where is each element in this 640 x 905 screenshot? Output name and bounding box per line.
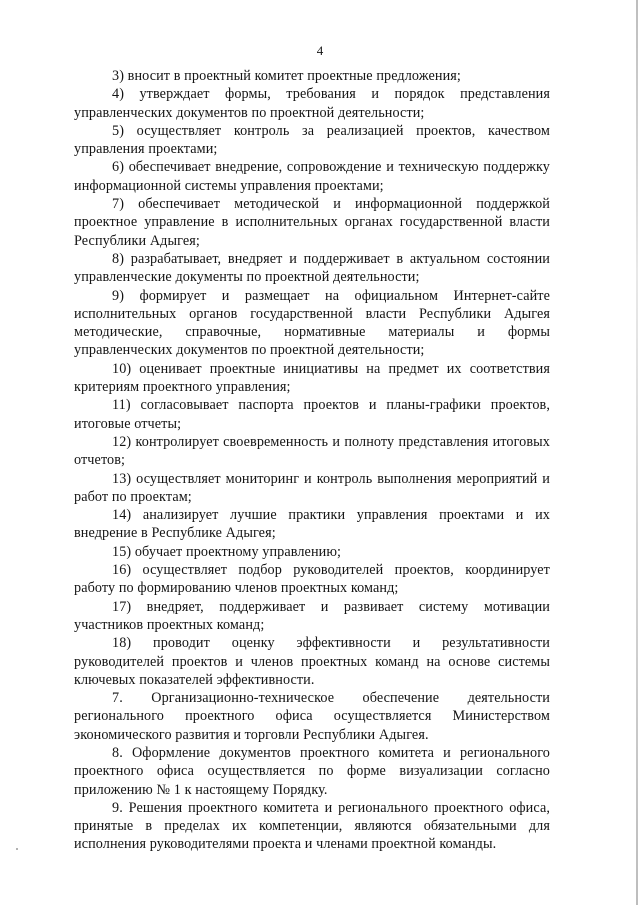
scan-edge-shadow <box>636 0 638 905</box>
list-item: 3) вносит в проектный комитет проектные предложения; <box>112 68 461 84</box>
list-item: 8) разрабатывает, внедряет и поддерживает в актуальном состоянии управленческие документы по проектной деятельности; <box>74 250 550 286</box>
list-item: 7) обеспечивает методической и информационной поддержкой проектное управление в исполнительных органах государственной власти Республики Адыгея; <box>74 196 550 249</box>
list-item: 18) проводит оценку эффективности и результативности руководителей проектов и членов проектных команд на основе системы ключевых показателей эффективности. <box>74 635 550 688</box>
list-item: 15) обучает проектному управлению; <box>112 543 342 560</box>
list-item: 10) оценивает проектные инициативы на предмет их соответствия критериям проектного управления; <box>74 360 550 396</box>
list-item: 5) осуществляет контроль за реализацией проектов, качеством управления проектами; <box>74 122 550 158</box>
list-item: 11) согласовывает паспорта проектов и планы-графики проектов, итоговые отчеты; <box>74 397 550 432</box>
list-item: 16) осуществляет подбор руководителей проектов, координирует работу по формированию членов проектных команд; <box>74 562 550 597</box>
list-item: 9) формирует и размещает на официальном Интернет-сайте исполнительных органов государственной власти Республики Адыгея методические, справочные, нормативные материалы и формы управленческих документов по проектной деятельности; <box>74 287 550 359</box>
scan-speck <box>16 848 18 850</box>
list-item: 13) осуществляет мониторинг и контроль выполнения мероприятий и работ по проектам; <box>74 470 550 505</box>
section-paragraph: 9. Решения проектного комитета и регионального проектного офиса, принятые в пределах их компетенции, являются обязательными для исполнения руководителями проекта и членами проектной команды. <box>74 799 550 853</box>
document-body <box>74 67 550 854</box>
list-item: 17) внедряет, поддерживает и развивает систему мотивации участников проектных команд; <box>74 598 550 633</box>
list-item: 6) обеспечивает внедрение, сопровождение и техническую поддержку информационной системы управления проектами; <box>74 159 550 194</box>
section-paragraph: 8. Оформление документов проектного комитета и регионального проектного офиса осуществляется по форме визуализации согласно приложению № 1 к настоящему Порядку. <box>74 744 550 798</box>
list-item: 4) утверждает формы, требования и порядок представления управленческих документов по проектной деятельности; <box>74 86 550 121</box>
section-paragraph: 7. Организационно-техническое обеспечение деятельности регионального проектного офиса осуществляется Министерством экономического развития и торговли Республики Адыгея. <box>74 690 550 743</box>
page-number: 4 <box>316 43 324 58</box>
list-item: 14) анализирует лучшие практики управления проектами и их внедрение в Республике Адыгея; <box>74 507 550 542</box>
list-item: 12) контролирует своевременность и полноту представления итоговых отчетов; <box>74 433 550 469</box>
